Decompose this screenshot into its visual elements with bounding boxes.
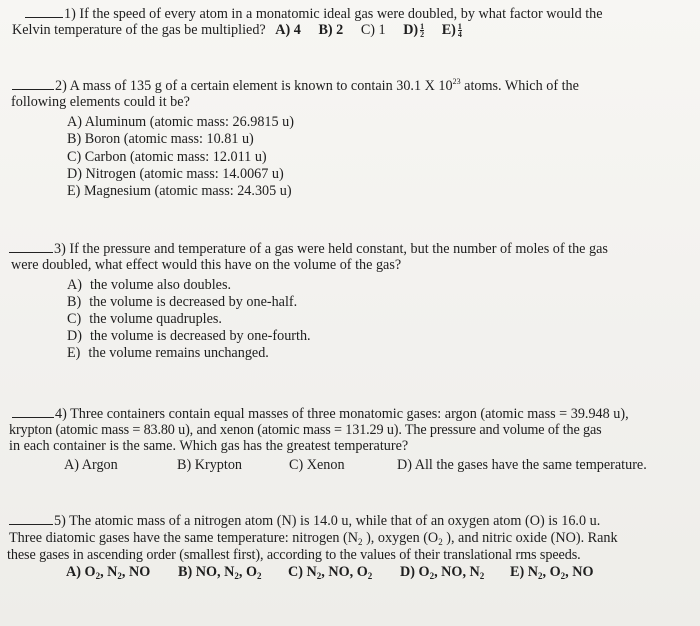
question-3-line-1: 3) If the pressure and temperature of a gas were held constant, but the number of moles of the gas xyxy=(9,240,608,257)
q4-option-c: C) Xenon xyxy=(289,457,345,473)
fraction-one-quarter: $\frac{1}{4}$ xyxy=(457,22,462,40)
question-3-line-2: were doubled, what effect would this have on the volume of the gas? xyxy=(11,257,402,273)
q1-option-d: D) $\frac{1}{2}$ xyxy=(403,22,425,40)
question-5-line-1: 5) The atomic mass of a nitrogen atom (N) is 14.0 u, while that of an oxygen atom (O) is 16.0 u. xyxy=(9,512,600,529)
q1-option-c: C) 1 xyxy=(360,22,386,38)
q3-option-c: C) the volume quadruples. xyxy=(67,311,222,327)
q3-option-e: E) the volume remains unchanged. xyxy=(67,345,269,361)
q2-option-a: A) Aluminum (atomic mass: 26.9815 u) xyxy=(67,114,294,130)
q4-option-b: B) Krypton xyxy=(177,457,243,473)
q5-option-e: E) $N_2$, $O_2$, NO xyxy=(510,564,594,581)
question-5-line-2: Three diatomic gases have the same temperature: nitrogen ($N_2$ ), oxygen ($O_2$ ), and nitric oxide (NO). Rank xyxy=(9,530,618,547)
question-4-line-1: 4) Three containers contain equal masses of three monatomic gases: argon (atomic mass = 39.948 u), xyxy=(12,405,629,422)
question-4-line-3: in each container is the same. Which gas has the greatest temperature? xyxy=(9,438,409,454)
q4-option-d: D) All the gases have the same temperature. xyxy=(397,457,647,473)
q1-option-a: A) 4 xyxy=(275,22,301,38)
answer-blank xyxy=(12,405,54,418)
q2-option-c: C) Carbon (atomic mass: 12.011 u) xyxy=(67,149,267,165)
question-1-line-1: 1) If the speed of every atom in a monatomic ideal gas were doubled, by what factor would the xyxy=(25,5,603,22)
answer-blank xyxy=(25,5,63,18)
question-5-line-3: these gases in ascending order (smallest first), according to the values of their translational rms speeds. xyxy=(7,547,581,563)
question-4-line-2: krypton (atomic mass = 83.80 u), and xenon (atomic mass = 131.29 u). The pressure and volume of the gas xyxy=(9,422,602,438)
question-1-line-2: Kelvin temperature of the gas be multiplied? A) 4 B) 2 C) 1 D) $\frac{1}{2}$ E) $\frac{1}{4}$ xyxy=(12,22,462,40)
answer-blank xyxy=(12,77,54,90)
answer-blank xyxy=(9,512,53,525)
q2-option-b: B) Boron (atomic mass: 10.81 u) xyxy=(67,131,254,147)
q3-option-a: A) the volume also doubles. xyxy=(67,277,232,293)
q4-option-a: A) Argon xyxy=(64,457,118,473)
q1-option-b: B) 2 xyxy=(318,22,344,38)
answer-blank xyxy=(9,240,53,253)
q5-option-d: D) $O_2$, NO, $N_2$ xyxy=(400,564,485,581)
question-2-line-2: following elements could it be? xyxy=(11,94,190,110)
fraction-one-half: $\frac{1}{2}$ xyxy=(420,22,425,40)
q5-option-c: C) $N_2$, NO, $O_2$ xyxy=(288,564,373,581)
q3-option-d: D) the volume is decreased by one-fourth. xyxy=(67,328,311,344)
q2-option-d: D) Nitrogen (atomic mass: 14.0067 u) xyxy=(67,166,284,182)
q1-option-e: E) $\frac{1}{4}$ xyxy=(441,22,462,40)
q3-option-b: B) the volume is decreased by one-half. xyxy=(67,294,298,310)
q5-option-a: A) $O_2$, $N_2$, NO xyxy=(66,564,151,581)
q2-option-e: E) Magnesium (atomic mass: 24.305 u) xyxy=(67,183,292,199)
q5-option-b: B) NO, $N_2$, $O_2$ xyxy=(178,564,262,581)
question-2-line-1: 2) A mass of 135 g of a certain element is known to contain 30.1 X $10^{23}$ atoms. Which of the xyxy=(12,77,579,94)
